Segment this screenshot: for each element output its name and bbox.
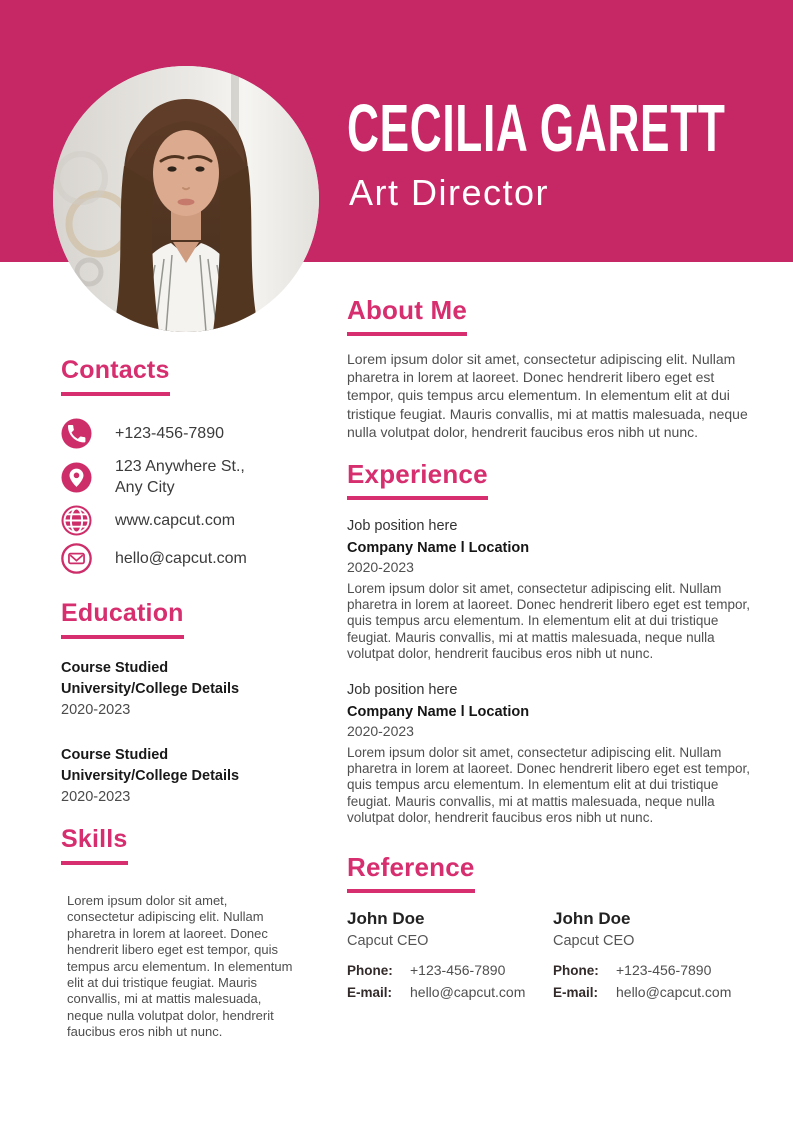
- reference-heading: Reference: [347, 852, 475, 893]
- education-years: 2020-2023: [61, 789, 131, 805]
- reference-card: [553, 909, 753, 1000]
- reference-name: John Doe: [347, 909, 425, 929]
- skills-text: Lorem ipsum dolor sit amet, consectetur adipiscing elit. Nullam pharetra in lorem at laoreet. Donec hendrerit libero eget est tempor, quis tempus arcu elementum. In elementum elit at dui tristique feugiat. Mauris convallis, mi at mattis malesuada, neque nulla volutpat dolor, hendrerit faucibus eros nibh ut nunc.: [67, 893, 293, 1040]
- about-section: [347, 295, 759, 441]
- contact-address-line1: 123 Anywhere St.,: [115, 458, 245, 475]
- phone-label: Phone:: [553, 963, 599, 979]
- education-years: 2020-2023: [61, 702, 131, 718]
- reference-card: [347, 909, 547, 1000]
- contacts-section: [61, 356, 294, 574]
- education-entry: [61, 745, 294, 808]
- reference-columns: [347, 909, 759, 1000]
- contact-address-line2: Any City: [115, 479, 175, 496]
- contact-row-address: [61, 456, 294, 498]
- reference-email-row: [347, 984, 547, 1000]
- reference-phone-row: [347, 962, 547, 978]
- phone-icon: [61, 418, 92, 449]
- reference-section: [347, 852, 759, 1000]
- email-label: E-mail:: [553, 985, 599, 1001]
- contact-email-value: hello@capcut.com: [115, 550, 247, 567]
- experience-heading: Experience: [347, 459, 488, 500]
- email-label: E-mail:: [347, 985, 393, 1001]
- portrait-illustration: [53, 66, 319, 332]
- reference-email-row: [553, 984, 753, 1000]
- job-entry: [347, 516, 759, 662]
- skills-section: [61, 825, 294, 1041]
- contact-phone-value: +123-456-7890: [115, 425, 224, 442]
- phone-label: Phone:: [347, 963, 393, 979]
- reference-name: John Doe: [553, 909, 631, 929]
- job-years: 2020-2023: [347, 723, 414, 740]
- education-entry: [61, 658, 294, 721]
- about-heading: About Me: [347, 295, 467, 336]
- course-name: Course Studied: [61, 747, 169, 763]
- education-heading: Education: [61, 599, 184, 639]
- about-text: Lorem ipsum dolor sit amet, consectetur adipiscing elit. Nullam pharetra in lorem at laoreet. Donec hendrerit libero eget est tempor, quis tempus arcu elementum. In elementum elit at dui tristique feugiat. Mauris convallis, mi at mattis malesuada, neque nulla volutpat dolor, hendrerit faucibus eros nibh ut nunc.: [347, 351, 748, 440]
- experience-section: [347, 459, 759, 826]
- reference-contact: [347, 962, 547, 1000]
- email-value: hello@capcut.com: [616, 984, 732, 1001]
- contact-row-website: [61, 505, 294, 536]
- contact-list: [61, 418, 294, 574]
- contact-row-email: [61, 543, 294, 574]
- job-years: 2020-2023: [347, 559, 414, 576]
- job-company: Company Name l Location: [347, 704, 530, 721]
- globe-icon: [61, 505, 92, 536]
- education-section: [61, 599, 294, 808]
- profile-photo: [53, 66, 319, 332]
- main-column: [347, 295, 759, 1000]
- email-value: hello@capcut.com: [410, 984, 526, 1001]
- job-company: Company Name l Location: [347, 540, 530, 557]
- reference-phone-row: [553, 962, 753, 978]
- job-position: Job position here: [347, 682, 458, 699]
- location-icon: [61, 462, 92, 493]
- contact-row-phone: [61, 418, 294, 449]
- job-entry: [347, 680, 759, 826]
- contacts-heading: Contacts: [61, 356, 170, 396]
- phone-value: +123-456-7890: [616, 962, 712, 979]
- person-name: CECILIA GARETT: [347, 91, 726, 166]
- contact-website-value: www.capcut.com: [115, 512, 236, 529]
- institution-name: University/College Details: [61, 768, 240, 784]
- email-icon: [61, 543, 92, 574]
- institution-name: University/College Details: [61, 681, 240, 697]
- job-description: Lorem ipsum dolor sit amet, consectetur adipiscing elit. Nullam pharetra in lorem at laoreet. Donec hendrerit libero eget est tempor, quis tempus arcu elementum. In elementum elit at dui tristique feugiat. Mauris convallis, mi at mattis malesuada, neque nulla volutpat dolor, hendrerit faucibus eros nibh ut nunc.: [347, 745, 750, 825]
- reference-role: Capcut CEO: [553, 933, 635, 950]
- reference-contact: [553, 962, 753, 1000]
- job-position: Job position here: [347, 518, 458, 535]
- course-name: Course Studied: [61, 660, 169, 676]
- reference-role: Capcut CEO: [347, 933, 429, 950]
- person-job-title: Art Director: [349, 172, 550, 213]
- contact-address-value: [115, 456, 245, 498]
- job-description: Lorem ipsum dolor sit amet, consectetur adipiscing elit. Nullam pharetra in lorem at laoreet. Donec hendrerit libero eget est tempor, quis tempus arcu elementum. In elementum elit at dui tristique feugiat. Mauris convallis, mi at mattis malesuada, neque nulla volutpat dolor, hendrerit faucibus eros nibh ut nunc.: [347, 581, 750, 661]
- phone-value: +123-456-7890: [410, 962, 506, 979]
- skills-heading: Skills: [61, 825, 128, 865]
- sidebar: [61, 356, 294, 1041]
